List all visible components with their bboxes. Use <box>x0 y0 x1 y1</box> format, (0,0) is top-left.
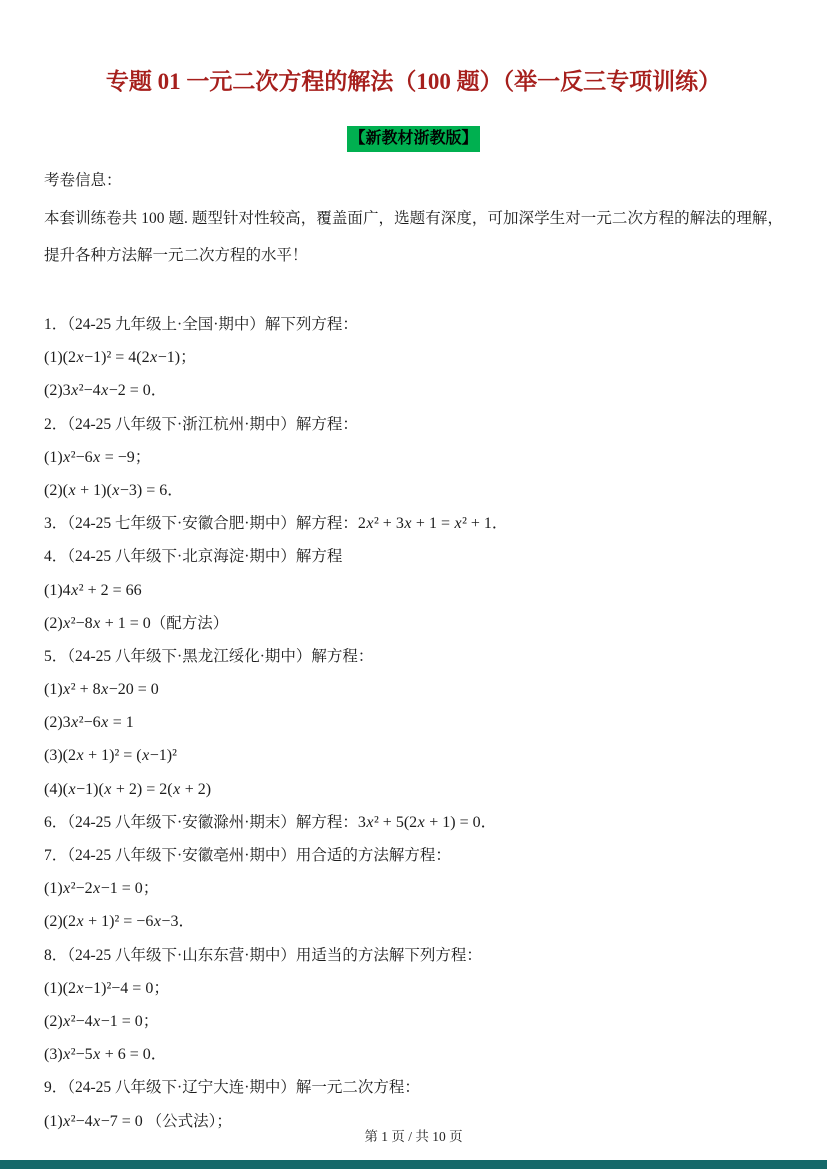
edition-badge: 【新教材浙教版】 <box>347 126 479 152</box>
equation-text: (2)3x²−4x−2 = 0． <box>44 382 167 400</box>
problem-line <box>44 540 783 573</box>
problem-text: 4．（24-25 八年级下·北京海淀·期中）解方程 <box>44 548 343 566</box>
equation-text: (1)4x² + 2 = 66 <box>44 581 142 599</box>
problem-line <box>44 972 783 1005</box>
equation-text: (1)x²−4x−7 = 0 <box>44 1112 143 1130</box>
problem-text: （公式法）； <box>142 1112 232 1130</box>
problem-line <box>44 939 783 972</box>
problem-line <box>44 1038 783 1071</box>
equation-text: (2)(x + 1)(x−3) = 6． <box>44 481 184 499</box>
problem-line <box>44 507 783 540</box>
equation-text: (1)x²−2x−1 = 0； <box>44 880 159 898</box>
problem-line <box>44 706 783 739</box>
problem-line <box>44 374 783 407</box>
problem-text: 7．（24-25 八年级下·安徽亳州·期中）用合适的方法解方程： <box>44 847 451 864</box>
equation-text: (3)x²−5x + 6 = 0． <box>44 1046 167 1064</box>
equation-text: (2)x²−8x + 1 = 0 <box>44 614 151 632</box>
bottom-bar <box>0 1160 827 1169</box>
problem-line <box>44 308 783 341</box>
equation-text: 3x² + 5(2x + 1) = 0． <box>357 813 497 831</box>
problem-text: 6．（24-25 八年级下·安徽滁州·期末）解方程： <box>44 813 358 831</box>
problem-line <box>44 905 783 938</box>
page-title: 专题 01 一元二次方程的解法（100 题）（举一反三专项训练） <box>105 69 722 94</box>
problem-line <box>44 872 783 905</box>
problem-text: 3．（24-25 七年级下·安徽合肥·期中）解方程： <box>44 515 358 533</box>
equation-text: (1)x² + 8x−20 = 0 <box>44 681 159 699</box>
problem-line <box>44 1005 783 1038</box>
problem-line <box>44 574 783 607</box>
equation-text: (2)(2x + 1)² = −6x−3． <box>44 913 195 931</box>
problem-list <box>44 308 783 1138</box>
problem-text: 8．（24-25 八年级下·山东东营·期中）用适当的方法解下列方程： <box>44 946 482 964</box>
equation-text: (1)(2x−1)² = 4(2x−1)； <box>44 349 197 367</box>
problem-line <box>44 839 783 872</box>
edition-row <box>44 126 783 152</box>
page-number: 第 1 页 / 共 10 页 <box>364 1129 463 1144</box>
info-description: 本套训练卷共 100 题. 题型针对性较高，覆盖面广，选题有深度，可加深学生对一元二次方程的解法的理解，提升各种方法解一元二次方程的水平！ <box>44 210 783 264</box>
problem-text: 9．（24-25 八年级下·辽宁大连·期中）解一元二次方程： <box>44 1079 420 1097</box>
problem-line <box>44 673 783 706</box>
problem-line <box>44 640 783 673</box>
problem-text: 1．（24-25 九年级上·全国·期中）解下列方程： <box>44 316 358 333</box>
problem-line <box>44 607 783 640</box>
equation-text: (2)x²−4x−1 = 0； <box>44 1012 159 1030</box>
problem-line <box>44 341 783 374</box>
equation-text: (2)3x²−6x = 1 <box>44 714 134 732</box>
problem-line <box>44 739 783 772</box>
problem-line <box>44 408 783 441</box>
problem-line <box>44 1071 783 1104</box>
equation-text: (1)(2x−1)²−4 = 0； <box>44 979 170 997</box>
problem-line <box>44 441 783 474</box>
problem-text: 2．（24-25 八年级下·浙江杭州·期中）解方程： <box>44 415 358 433</box>
equation-text: (3)(2x + 1)² = (x−1)² <box>44 747 177 765</box>
problem-line <box>44 806 783 839</box>
equation-text: (4)(x−1)(x + 2) = 2(x + 2) <box>44 780 212 798</box>
problem-line <box>44 474 783 507</box>
info-label: 考卷信息： <box>44 172 122 189</box>
problem-text: 5．（24-25 八年级下·黑龙江绥化·期中）解方程： <box>44 647 374 665</box>
problem-line <box>44 773 783 806</box>
problem-text: （配方法） <box>150 614 229 632</box>
equation-text: 2x² + 3x + 1 = x² + 1． <box>357 515 508 533</box>
equation-text: (1)x²−6x = −9； <box>44 448 151 466</box>
